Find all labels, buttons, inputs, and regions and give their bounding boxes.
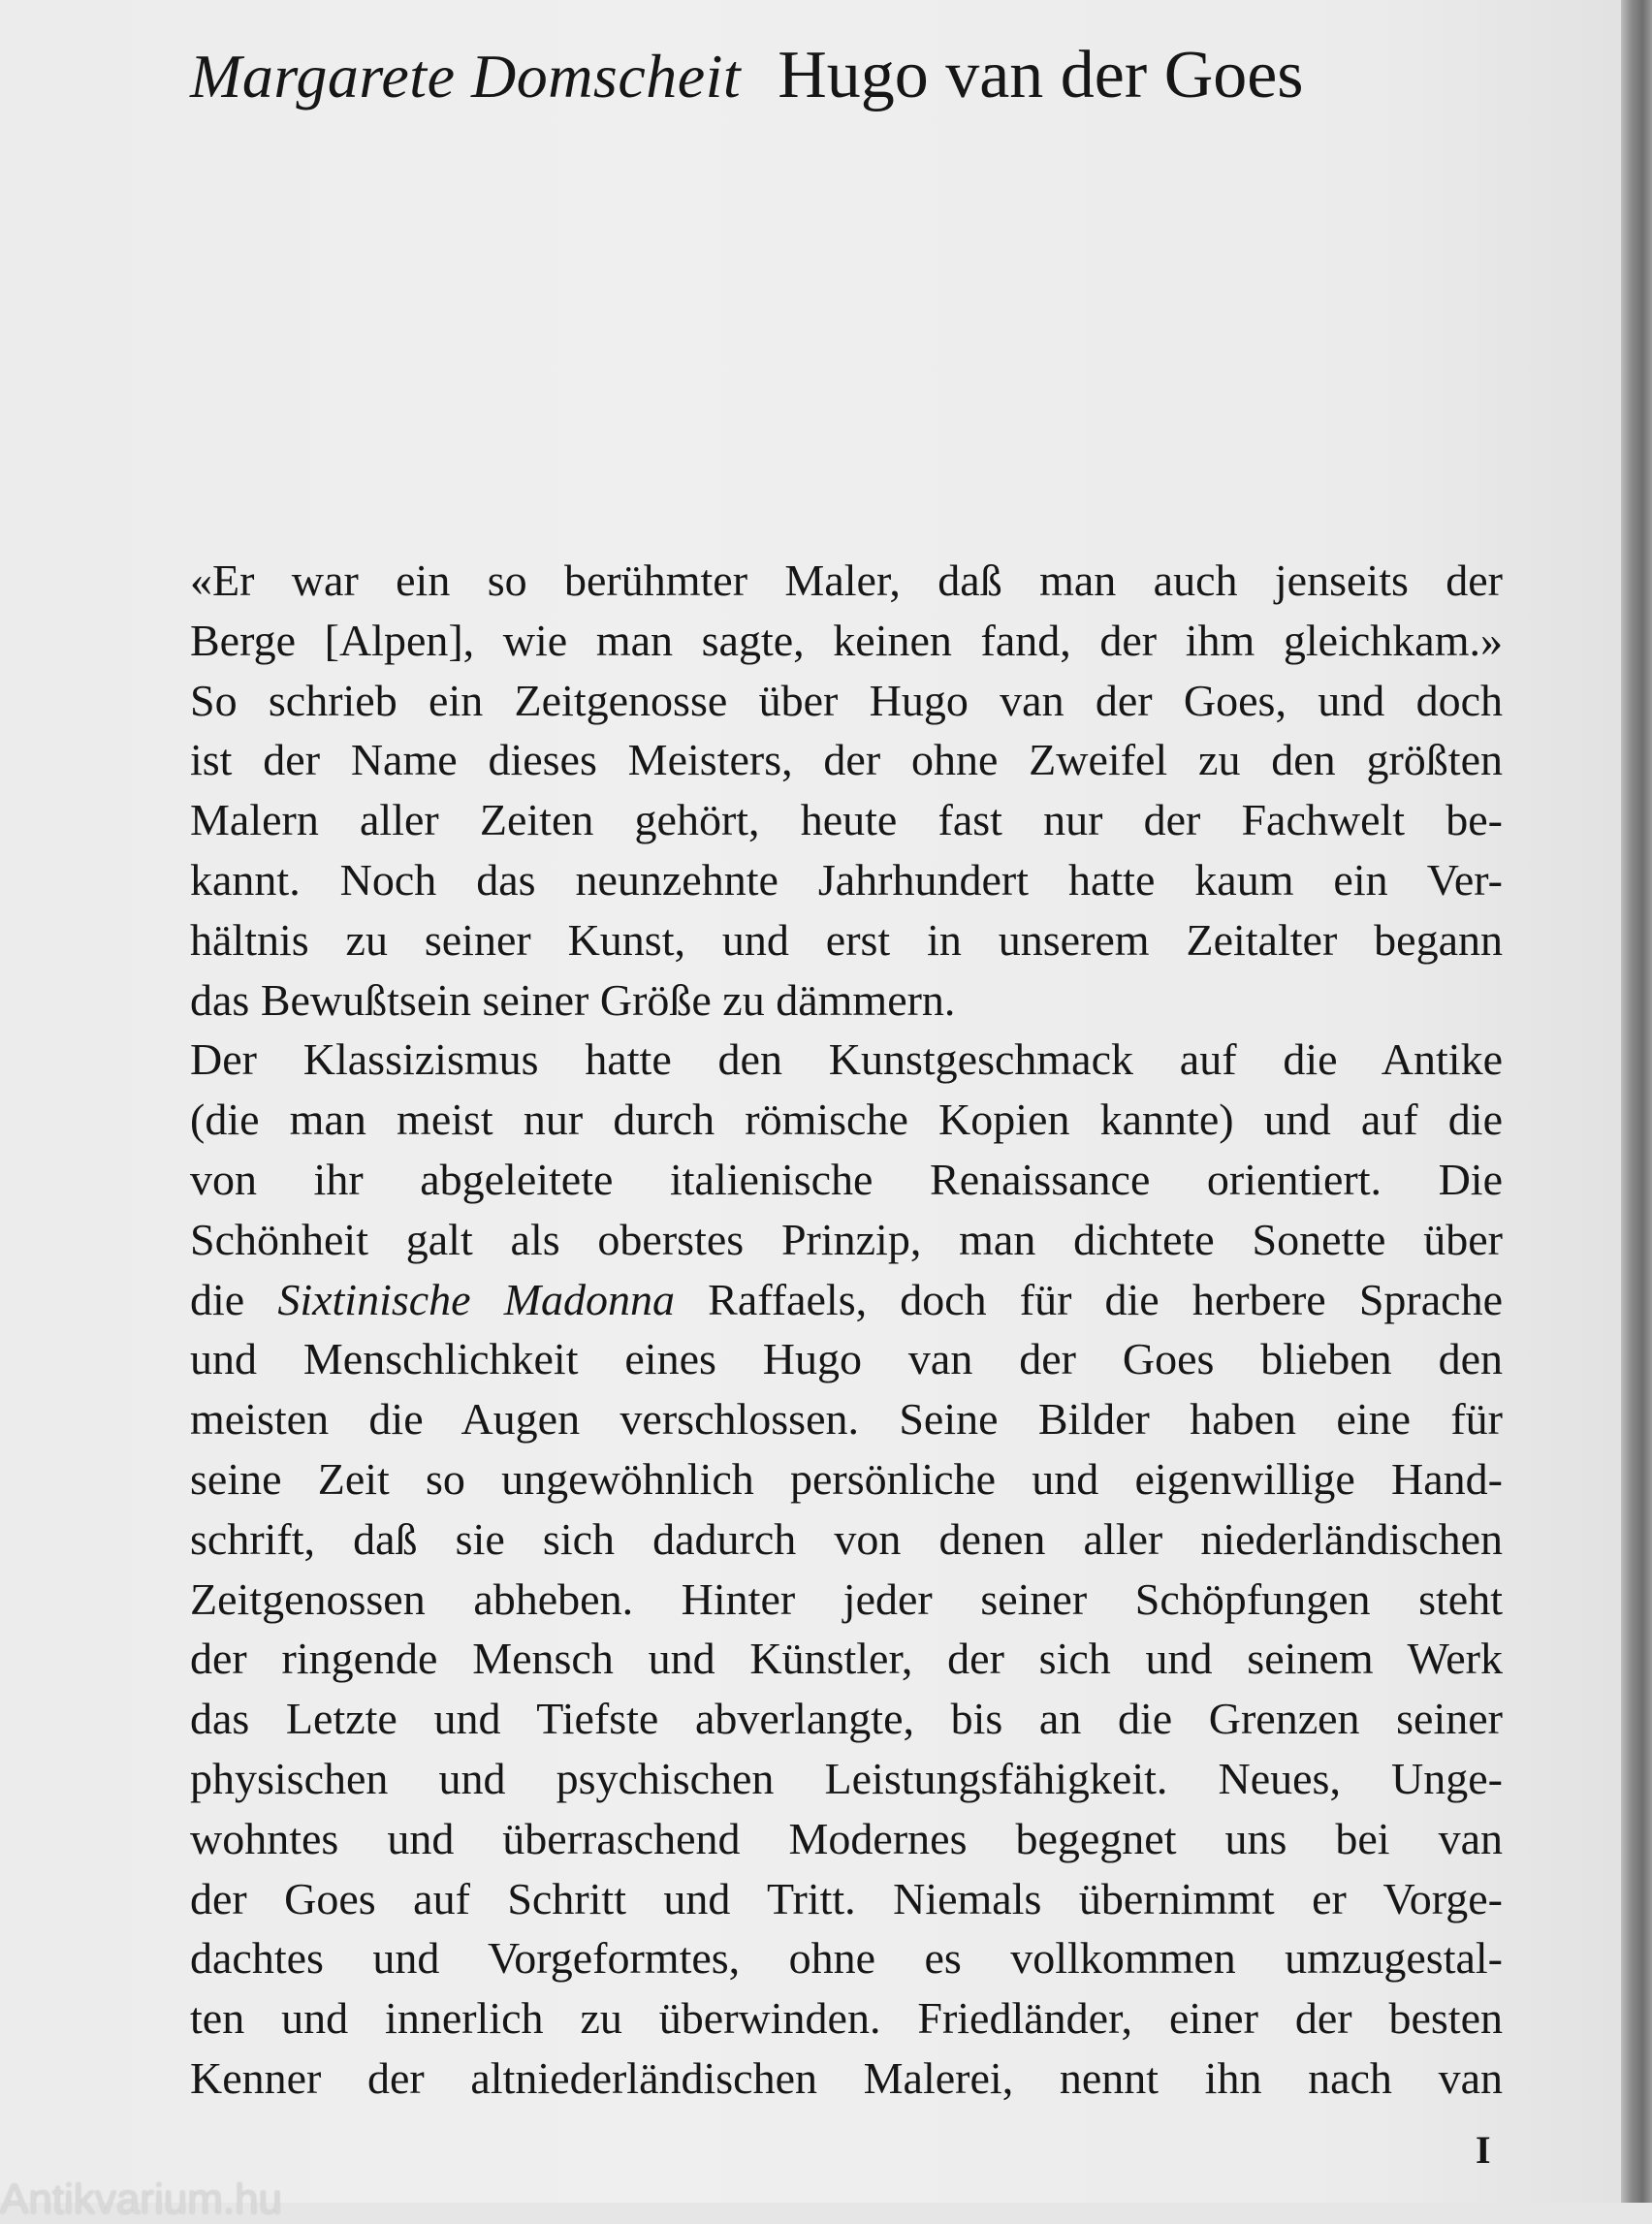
text-line: Schönheit galt als oberstes Prinzip, man dichtete Sonette über: [190, 1214, 1503, 1264]
text-line: ist der Name dieses Meisters, der ohne Zweifel zu den größten: [190, 735, 1503, 785]
text-line: der ringende Mensch und Künstler, der sich und seinem Werk: [190, 1634, 1503, 1684]
text-line: Malern aller Zeiten gehört, heute fast nur der Fachwelt be-: [190, 795, 1503, 845]
text-line: Kenner der altniederländischen Malerei, nennt ihn nach van: [190, 2052, 1503, 2103]
page-header: [190, 37, 1304, 114]
text-line: wohntes und überraschend Modernes begegnet uns bei van: [190, 1813, 1503, 1863]
text-line: meisten die Augen verschlossen. Seine Bilder haben eine für: [190, 1394, 1503, 1445]
text-line: So schrieb ein Zeitgenosse über Hugo van der Goes, und doch: [190, 675, 1503, 725]
text-line: kannt. Noch das neunzehnte Jahrhundert hatte kaum ein Ver-: [190, 854, 1503, 905]
text-line: von ihr abgeleitete italienische Renaissance orientiert. Die: [190, 1154, 1503, 1204]
text-line: hältnis zu seiner Kunst, und erst in unserem Zeitalter begann: [190, 914, 1503, 965]
text-segment: die: [190, 1274, 278, 1324]
page-number: I: [1476, 2128, 1491, 2172]
text-line: seine Zeit so ungewöhnlich persönliche und eigenwillige Hand-: [190, 1453, 1503, 1504]
text-line: «Er war ein so berühmter Maler, daß man auch jenseits der: [190, 556, 1503, 605]
author-name: Margarete Domscheit: [190, 42, 742, 111]
text-line-with-italic: [190, 1270, 1503, 1330]
text-segment: Raffaels, doch für die herbere Sprache: [675, 1274, 1503, 1324]
text-line: ten und innerlich zu überwinden. Friedländer, einer der besten: [190, 1993, 1503, 2044]
text-line: das Bewußtsein seiner Größe zu dämmern.: [190, 974, 956, 1025]
text-line: schrift, daß sie sich dadurch von denen aller niederländischen: [190, 1513, 1503, 1564]
text-line: der Goes auf Schritt und Tritt. Niemals übernimmt er Vorge-: [190, 1873, 1503, 1923]
body-text: [190, 551, 1503, 2109]
text-line: und Menschlichkeit eines Hugo van der Goes blieben den: [190, 1334, 1503, 1384]
text-line: Zeitgenossen abheben. Hinter jeder seiner Schöpfungen steht: [190, 1573, 1503, 1624]
watermark: Antikvarium.hu: [0, 2176, 283, 2223]
text-line: dachtes und Vorgeformtes, ohne es vollkommen umzugestal-: [190, 1933, 1503, 1984]
book-edge: [1621, 0, 1652, 2203]
page-title: Hugo van der Goes: [778, 38, 1304, 112]
text-line: das Letzte und Tiefste abverlangte, bis an die Grenzen seiner: [190, 1694, 1503, 1744]
text-line: Berge [Alpen], wie man sagte, keinen fand, der ihm gleichkam.»: [190, 615, 1503, 665]
text-line: physischen und psychischen Leistungsfähigkeit. Neues, Unge-: [190, 1753, 1503, 1803]
text-line: (die man meist nur durch römische Kopien kannte) und auf die: [190, 1095, 1503, 1145]
text-line: Der Klassizismus hatte den Kunstgeschmack auf die Antike: [190, 1034, 1503, 1085]
artwork-title: Sixtinische Madonna: [277, 1274, 676, 1324]
